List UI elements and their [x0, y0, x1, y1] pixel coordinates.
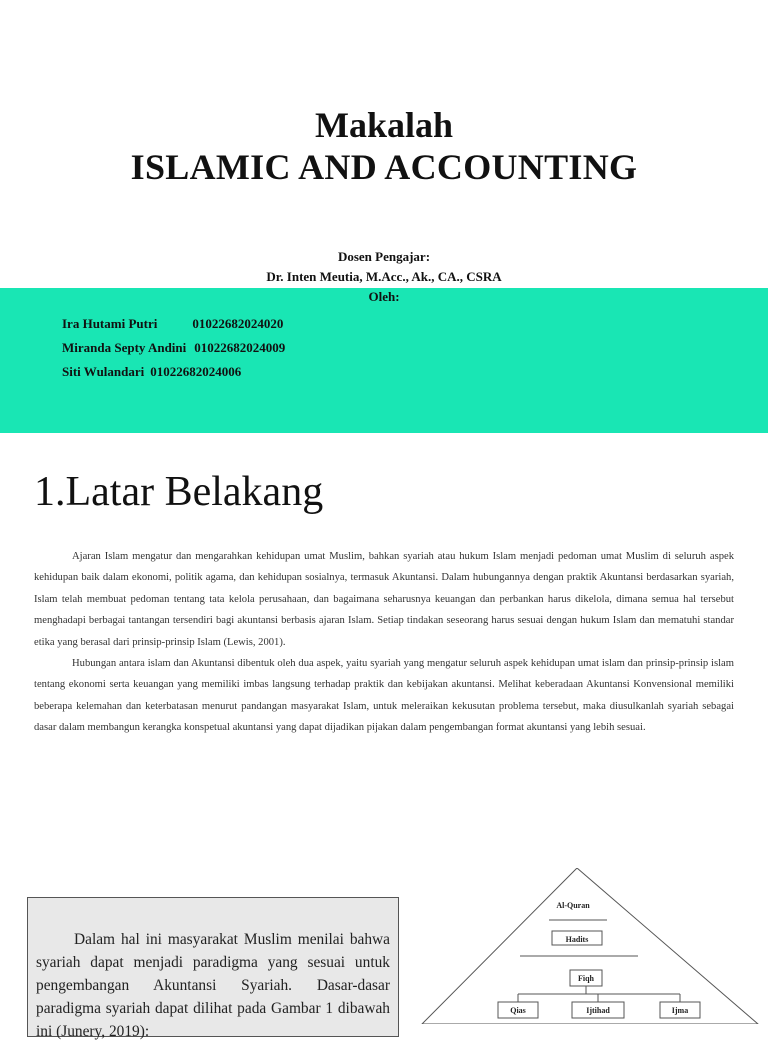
node-fiqh: Fiqh [577, 974, 595, 983]
node-qias: Qias [510, 1006, 526, 1015]
members-list [62, 312, 285, 384]
section-heading [34, 466, 323, 518]
note-box [27, 897, 399, 1040]
member-id: 01022682024020 [192, 316, 284, 331]
lecturer-label: Dosen Pengajar: [337, 249, 431, 264]
member-row [62, 336, 285, 360]
title-makalah: Makalah [314, 105, 454, 145]
node-ijtihad: Ijtihad [586, 1006, 610, 1015]
title-main: ISLAMIC AND ACCOUNTING [130, 147, 638, 187]
lecturer-name: Dr. Inten Meutia, M.Acc., Ak., CA., CSRA [266, 269, 502, 284]
node-al-quran: Al-Quran [556, 901, 590, 910]
member-row [62, 360, 285, 384]
member-name: Siti Wulandari [62, 364, 145, 379]
paradigm-pyramid-diagram [412, 868, 768, 1024]
section-number: 1. [34, 469, 66, 515]
body-text [34, 546, 734, 739]
member-row [62, 312, 285, 336]
member-name: Ira Hutami Putri [62, 316, 158, 331]
paragraph: Ajaran Islam mengatur dan mengarahkan kehidupan umat Muslim, bahkan syariah atau hukum Islam menjadi pedoman umat Muslim di seluruh aspek kehidupan baik dalam ekonomi, politik agama, dan kehidupan sosialnya, termasuk Akuntansi. Dalam hubungannya dengan praktik Akuntansi berdasarkan syariah, Islam telah membuat pedoman tentang tata kelola perusahaan, dan bagaimana seharusnya keuangan dan perbankan harus dikelola, dimana semua hal tersebut menghadapi berbagai tantangan tersendiri bagi akuntansi berbasis ajaran Islam. Setiap tindakan seseorang harus sesuai dengan hukum Islam dan mematuhi standar etika yang berasal dari prinsip-prinsip Islam (Lewis, 2001). [34, 551, 734, 648]
by-label: Oleh: [368, 289, 400, 304]
member-id: 01022682024006 [150, 364, 242, 379]
note-text: Dalam hal ini masyarakat Muslim menilai bahwa syariah dapat menjadi paradigma yang sesuai untuk pengembangan Akuntansi Syariah. Dasar-dasar paradigma syariah dapat dilihat pada Gambar 1 dibawah ini (Junery, 2019): [36, 931, 390, 1040]
section-title: Latar Belakang [65, 469, 324, 515]
paragraph: Hubungan antara islam dan Akuntansi dibentuk oleh dua aspek, yaitu syariah yang mengatur seluruh aspek kehidupan umat islam dan prinsip-prinsip islam tentang ekonomi serta keuangan yang memiliki imbas langsung terhadap praktik dan kebijakan akuntansi. Melihat keberadaan Akuntansi Konvensional memiliki beberapa kelemahan dan keterbatasan menurut pandangan masyarakat Islam, untuk meleraikan kekusutan problema tersebut, maka diusulkanlah syariah sebagai dasar dalam membangun kerangka konspetual akuntansi yang dapat dijadikan pijakan dalam pengembangan format akuntansi yang lebih sesuai. [34, 658, 734, 734]
title-block [0, 104, 768, 188]
node-ijma: Ijma [671, 1006, 689, 1015]
pyramid-outline [422, 868, 758, 1024]
member-name: Miranda Septy Andini [62, 340, 187, 355]
member-id: 01022682024009 [194, 340, 286, 355]
node-hadits: Hadits [565, 935, 589, 944]
